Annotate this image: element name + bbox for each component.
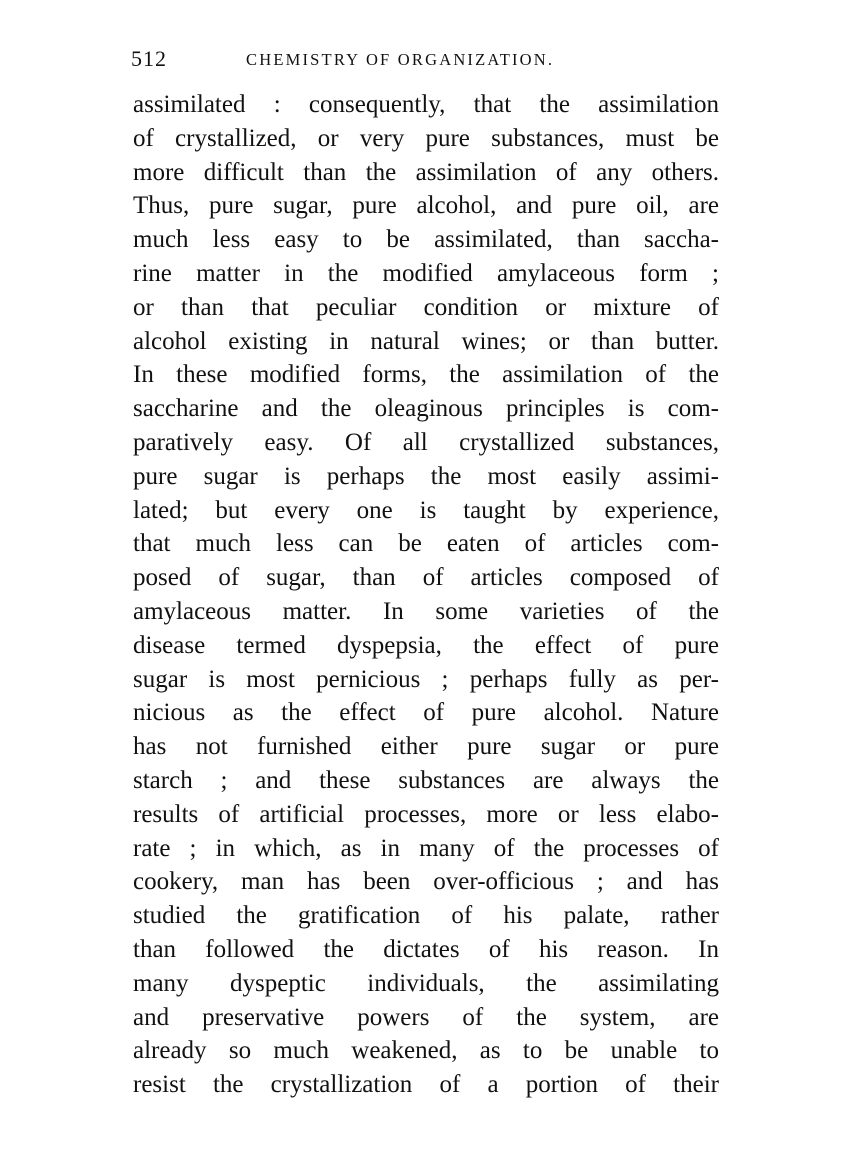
text-line: more difficult than the assimilation of any others.: [133, 158, 719, 186]
text-line: In these modified forms, the assimilation of the: [133, 361, 719, 389]
text-line: rine matter in the modified amylaceous form ;: [133, 259, 719, 287]
text-line: studied the gratification of his palate, rather: [133, 902, 719, 930]
text-line: paratively easy. Of all crystallized substances,: [133, 428, 719, 456]
body-text: [133, 88, 719, 1102]
text-line: sugar is most pernicious ; perhaps fully as per-: [133, 665, 719, 693]
text-line: than followed the dictates of his reason. In: [133, 935, 719, 963]
text-line: already so much weakened, as to be unable to: [133, 1037, 719, 1065]
text-line: lated; but every one is taught by experience,: [133, 496, 719, 524]
text-line: and preservative powers of the system, are: [133, 1003, 719, 1031]
text-line: results of artificial processes, more or less elabo-: [133, 800, 719, 828]
text-line: assimilated : consequently, that the assimilation: [133, 91, 719, 118]
text-line: resist the crystallization of a portion of their: [133, 1071, 719, 1099]
text-line: has not furnished either pure sugar or pure: [133, 733, 719, 761]
text-line: nicious as the effect of pure alcohol. Nature: [133, 699, 719, 727]
text-line: posed of sugar, than of articles composed of: [133, 564, 719, 592]
text-line: cookery, man has been over-officious ; and has: [133, 868, 719, 896]
text-line: pure sugar is perhaps the most easily assimi-: [133, 462, 719, 490]
running-head: [131, 46, 721, 76]
text-line: of crystallized, or very pure substances, must be: [133, 124, 719, 152]
page-number: 512: [131, 46, 167, 71]
text-line: that much less can be eaten of articles com-: [133, 530, 719, 558]
text-line: starch ; and these substances are always the: [133, 766, 719, 794]
text-line: many dyspeptic individuals, the assimilating: [133, 969, 719, 997]
text-line: rate ; in which, as in many of the processes of: [133, 834, 719, 862]
text-line: disease termed dyspepsia, the effect of pure: [133, 631, 719, 659]
running-title: CHEMISTRY OF ORGANIZATION.: [246, 50, 555, 69]
text-line: much less easy to be assimilated, than saccha-: [133, 226, 719, 254]
text-line: amylaceous matter. In some varieties of the: [133, 597, 719, 625]
text-line: Thus, pure sugar, pure alcohol, and pure oil, are: [133, 192, 719, 220]
text-line: alcohol existing in natural wines; or than butter.: [133, 327, 719, 355]
text-line: saccharine and the oleaginous principles is com-: [133, 395, 719, 423]
text-line: or than that peculiar condition or mixture of: [133, 293, 719, 321]
